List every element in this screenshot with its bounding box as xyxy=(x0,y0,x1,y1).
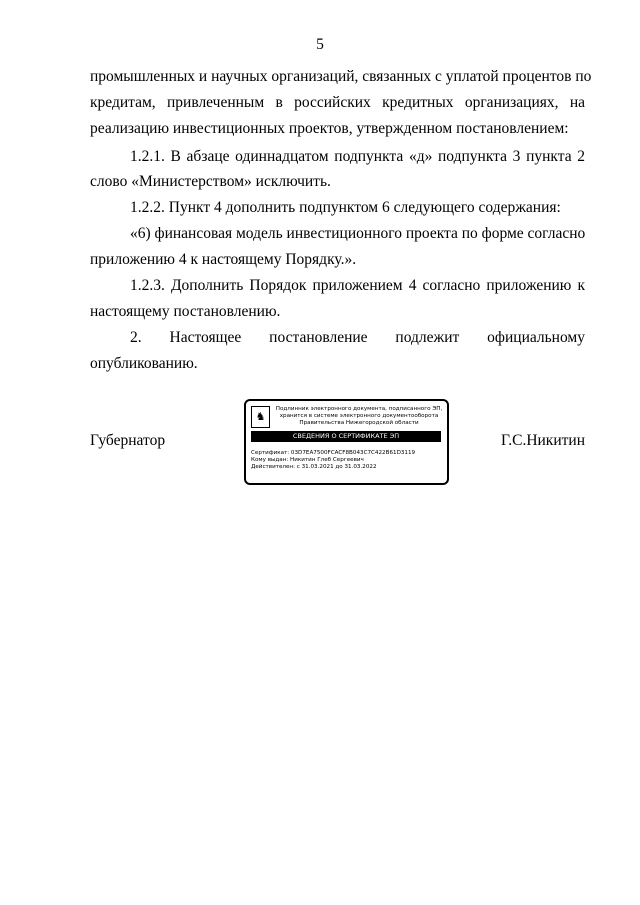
text-line: 1.2.3. Дополнить Порядок приложением 4 согласно приложению к xyxy=(130,277,585,294)
text-line: «6) финансовая модель инвестиционного проекта по форме согласно xyxy=(130,225,586,242)
text-line: 1.2.1. В абзаце одиннадцатом подпункта «д» подпункта 3 пункта 2 xyxy=(130,148,585,165)
certificate-number: Сертификат: 03D7EA7500FCACF8B043C7C422B61D3119 xyxy=(251,450,416,456)
text-line: реализацию инвестиционных проектов, утвержденном постановлением: xyxy=(90,120,569,137)
text-line: слово «Министерством» исключить. xyxy=(90,173,331,190)
stamp-title: СВЕДЕНИЯ О СЕРТИФИКАТЕ ЭП xyxy=(251,431,441,442)
text-line: промышленных и научных организаций, связанных с уплатой процентов по xyxy=(90,68,592,85)
text-line: кредитам, привлеченным в российских кредитных организациях, на xyxy=(90,94,585,111)
signatory-name: Г.С.Никитин xyxy=(501,432,585,449)
coat-of-arms-icon: ♞ xyxy=(251,406,270,428)
certificate-validity: Действителен: с 31.03.2021 до 31.03.2022 xyxy=(251,464,377,470)
text-line: приложению 4 к настоящему Порядку.». xyxy=(90,251,357,268)
signatory-position: Губернатор xyxy=(90,432,166,449)
electronic-signature-stamp xyxy=(244,399,449,485)
text-line: опубликованию. xyxy=(90,355,198,372)
stamp-header: Подлинник электронного документа, подписанного ЭП, хранится в системе электронного документооборота Правительства Нижегородской области xyxy=(275,406,443,426)
text-line: 1.2.2. Пункт 4 дополнить подпунктом 6 следующего содержания: xyxy=(130,199,561,216)
page-number: 5 xyxy=(316,36,324,53)
text-line: 2. Настоящее постановление подлежит официальному xyxy=(130,329,585,346)
certificate-owner: Кому выдан: Никитин Глеб Сергеевич xyxy=(251,457,364,463)
text-line: настоящему постановлению. xyxy=(90,303,281,320)
